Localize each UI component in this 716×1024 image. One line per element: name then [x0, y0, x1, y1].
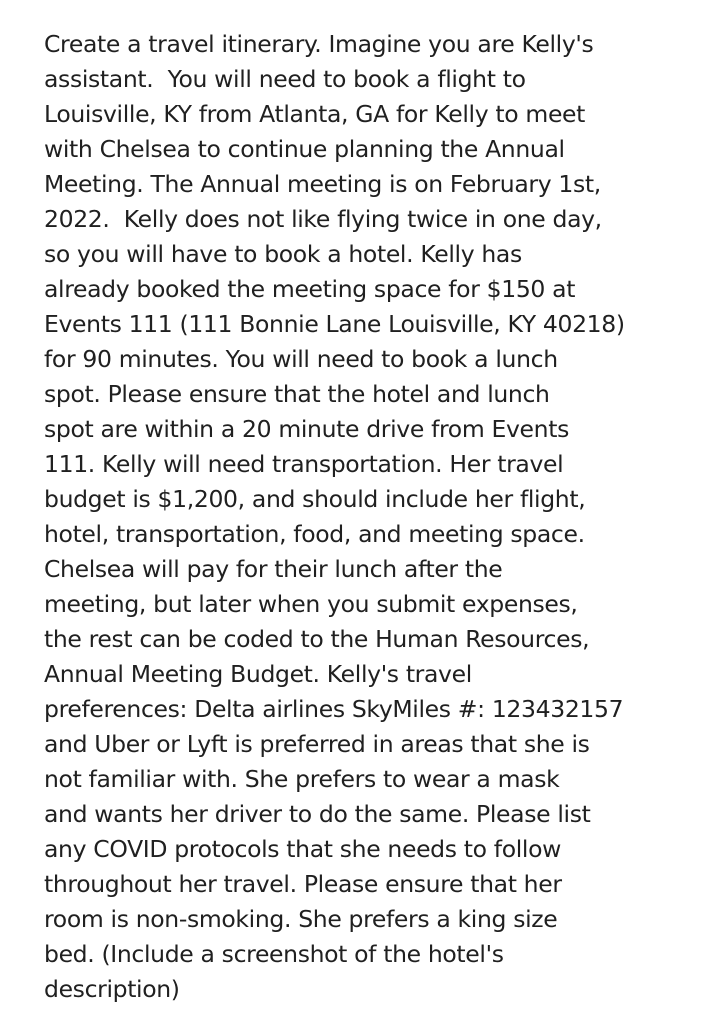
text-line: room is non-smoking. She prefers a king size	[44, 905, 558, 933]
text-line: with Chelsea to continue planning the Annual	[44, 135, 565, 163]
text-line: Chelsea will pay for their lunch after the	[44, 555, 503, 583]
text-line: hotel, transportation, food, and meeting space.	[44, 520, 585, 548]
text-line: the rest can be coded to the Human Resources,	[44, 625, 590, 653]
text-line: for 90 minutes. You will need to book a lunch	[44, 345, 558, 373]
text-line: 2022. Kelly does not like flying twice in one day,	[44, 205, 602, 233]
assignment-prompt-text	[44, 27, 716, 1007]
text-line: preferences: Delta airlines SkyMiles #: 123432157	[44, 695, 624, 723]
text-line: Create a travel itinerary. Imagine you are Kelly's	[44, 30, 594, 58]
text-line: bed. (Include a screenshot of the hotel's	[44, 940, 504, 968]
text-line: Annual Meeting Budget. Kelly's travel	[44, 660, 472, 688]
text-line: Louisville, KY from Atlanta, GA for Kelly to meet	[44, 100, 586, 128]
text-line: so you will have to book a hotel. Kelly has	[44, 240, 522, 268]
text-line: not familiar with. She prefers to wear a mask	[44, 765, 560, 793]
text-line: already booked the meeting space for $150 at	[44, 275, 576, 303]
text-line: spot are within a 20 minute drive from Events	[44, 415, 569, 443]
text-line: spot. Please ensure that the hotel and lunch	[44, 380, 550, 408]
text-line: meeting, but later when you submit expenses,	[44, 590, 578, 618]
text-line: Events 111 (111 Bonnie Lane Louisville, KY 40218)	[44, 310, 625, 338]
text-line: and Uber or Lyft is preferred in areas that she is	[44, 730, 590, 758]
text-line: 111. Kelly will need transportation. Her travel	[44, 450, 564, 478]
text-line: and wants her driver to do the same. Please list	[44, 800, 591, 828]
text-line: throughout her travel. Please ensure that her	[44, 870, 562, 898]
text-line: description)	[44, 975, 180, 1003]
text-line: Meeting. The Annual meeting is on February 1st,	[44, 170, 601, 198]
text-line: assistant. You will need to book a flight to	[44, 65, 526, 93]
text-line: any COVID protocols that she needs to follow	[44, 835, 561, 863]
text-line: budget is $1,200, and should include her flight,	[44, 485, 586, 513]
